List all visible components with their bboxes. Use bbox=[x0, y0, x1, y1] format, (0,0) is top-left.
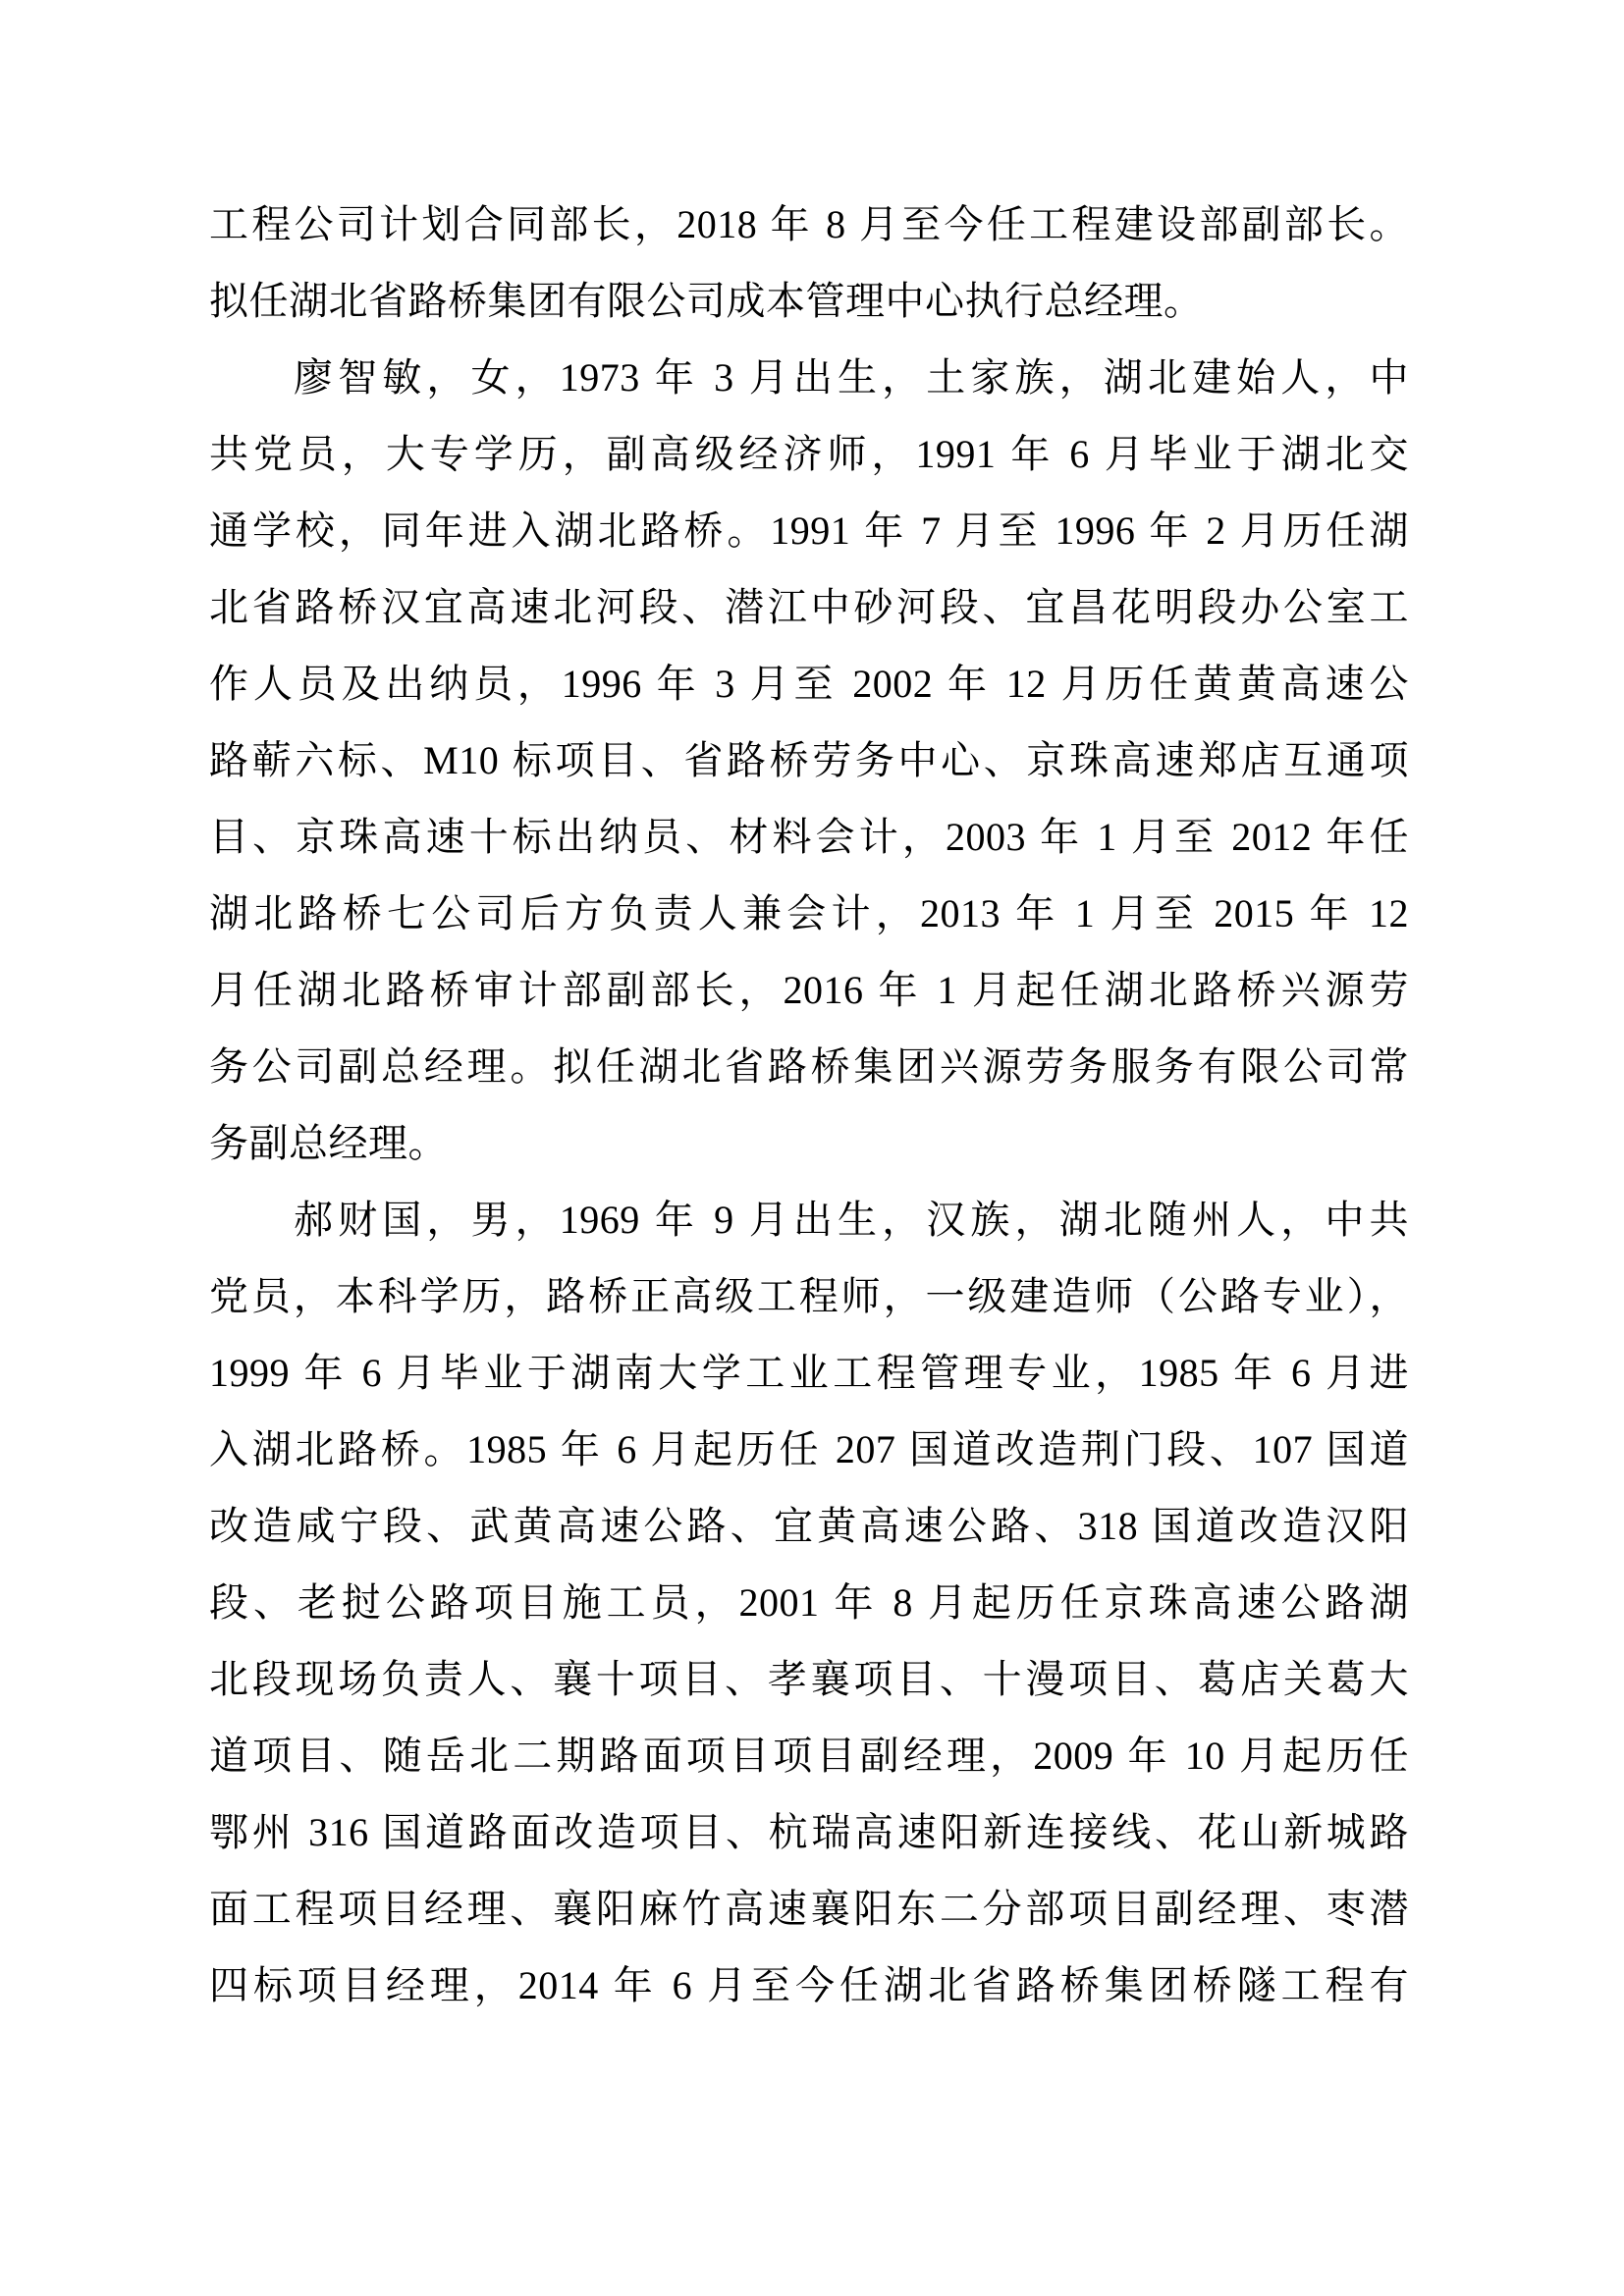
text-line: 段、老挝公路项目施工员，2001 年 8 月起历任京珠高速公路湖 bbox=[209, 1580, 1409, 1625]
text-line: 湖北路桥七公司后方负责人兼会计，2013 年 1 月至 2015 年 12 bbox=[209, 891, 1409, 935]
text-line: 鄂州 316 国道路面改造项目、杭瑞高速阳新连接线、花山新城路 bbox=[209, 1810, 1409, 1854]
text-line: 通学校，同年进入湖北路桥。1991 年 7 月至 1996 年 2 月历任湖 bbox=[209, 508, 1409, 553]
text-line: 入湖北路桥。1985 年 6 月起历任 207 国道改造荆门段、107 国道 bbox=[209, 1427, 1409, 1471]
text-line: 务公司副总经理。拟任湖北省路桥集团兴源劳务服务有限公司常 bbox=[209, 1044, 1409, 1089]
paragraph-2 bbox=[209, 340, 1409, 1182]
text-line: 北省路桥汉宜高速北河段、潜江中砂河段、宜昌花明段办公室工 bbox=[209, 585, 1409, 629]
text-line: 道项目、随岳北二期路面项目项目副经理，2009 年 10 月起历任 bbox=[209, 1734, 1409, 1778]
text-line: 廖智敏，女，1973 年 3 月出生，土家族，湖北建始人，中 bbox=[294, 355, 1409, 400]
text-line: 改造咸宁段、武黄高速公路、宜黄高速公路、318 国道改造汉阳 bbox=[209, 1504, 1409, 1548]
text-line: 北段现场负责人、襄十项目、孝襄项目、十漫项目、葛店关葛大 bbox=[209, 1657, 1409, 1701]
text-line: 面工程项目经理、襄阳麻竹高速襄阳东二分部项目副经理、枣潜 bbox=[209, 1887, 1409, 1931]
text-line: 郝财国，男，1969 年 9 月出生，汉族，湖北随州人，中共 bbox=[294, 1198, 1409, 1242]
paragraph-1 bbox=[209, 187, 1409, 340]
text-line: 1999 年 6 月毕业于湖南大学工业工程管理专业，1985 年 6 月进 bbox=[209, 1351, 1409, 1395]
text-line: 目、京珠高速十标出纳员、材料会计，2003 年 1 月至 2012 年任 bbox=[209, 815, 1409, 859]
text-line: 党员，本科学历，路桥正高级工程师，一级建造师（公路专业）， bbox=[209, 1274, 1409, 1318]
text-line: 工程公司计划合同部长，2018 年 8 月至今任工程建设部副部长。 bbox=[209, 202, 1409, 246]
text-line: 共党员，大专学历，副高级经济师，1991 年 6 月毕业于湖北交 bbox=[209, 432, 1409, 476]
document-body bbox=[209, 187, 1409, 2024]
paragraph-3 bbox=[209, 1182, 1409, 2024]
text-line: 四标项目经理，2014 年 6 月至今任湖北省路桥集团桥隧工程有 bbox=[209, 1963, 1409, 2007]
text-line: 拟任湖北省路桥集团有限公司成本管理中心执行总经理。 bbox=[209, 279, 1204, 323]
text-line: 务副总经理。 bbox=[209, 1121, 448, 1165]
text-line: 路蕲六标、M10 标项目、省路桥劳务中心、京珠高速郑店互通项 bbox=[209, 738, 1409, 782]
text-line: 月任湖北路桥审计部副部长，2016 年 1 月起任湖北路桥兴源劳 bbox=[209, 968, 1409, 1012]
text-line: 作人员及出纳员，1996 年 3 月至 2002 年 12 月历任黄黄高速公 bbox=[209, 662, 1409, 706]
